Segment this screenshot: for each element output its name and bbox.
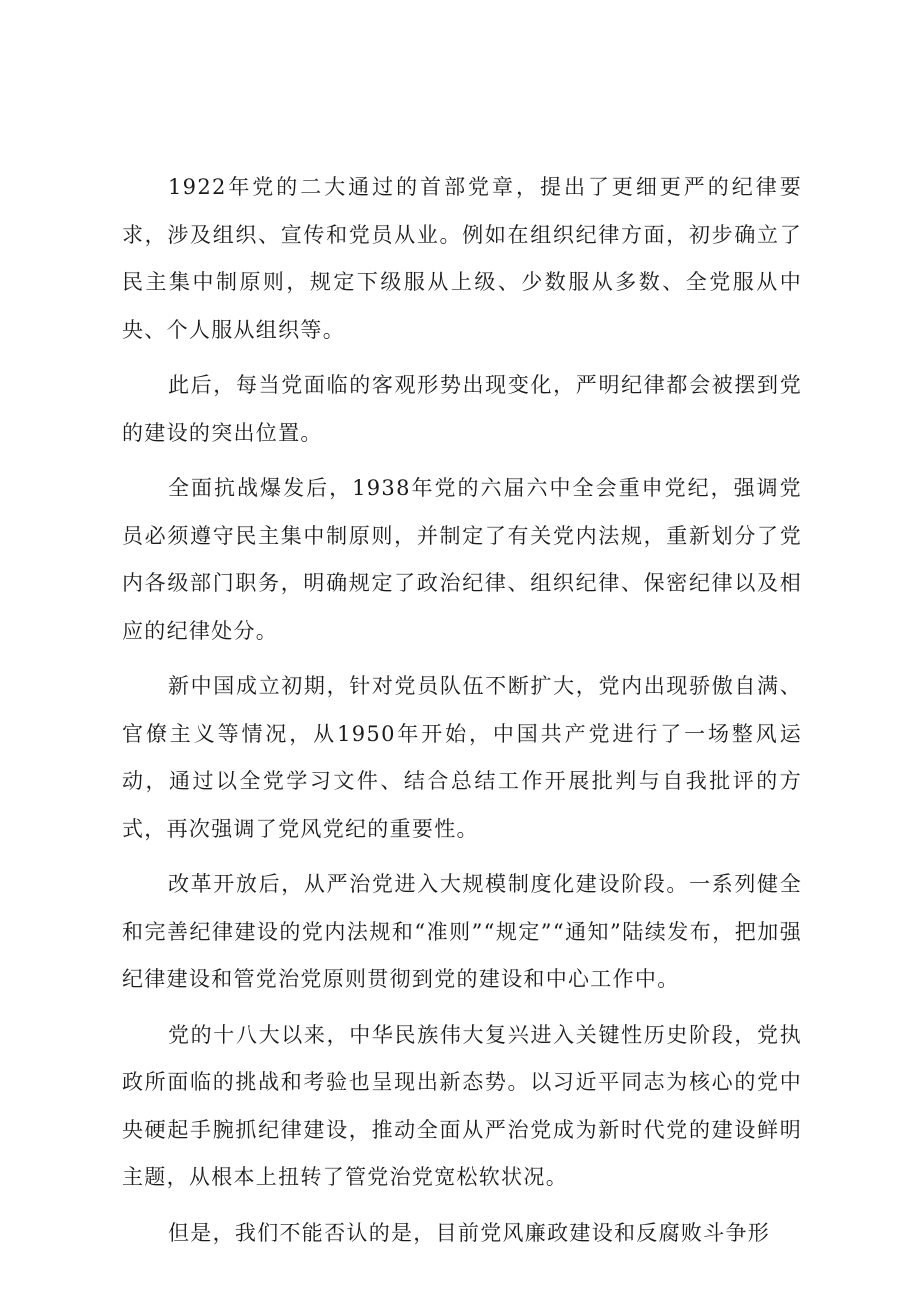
paragraph-discipline-priority: 此后，每当党面临的客观形势出现变化，严明纪律都会被摆到党的建设的突出位置。 (122, 373, 802, 445)
paragraph-current-situation: 但是，我们不能否认的是，目前党风廉政建设和反腐败斗争形 (168, 1220, 771, 1245)
paragraph-1922-party-constitution: 1922年党的二大通过的首部党章，提出了更细更严的纪律要求，涉及组织、宣传和党员从业。例如在组织纪律方面，初步确立了民主集中制原则，规定下级服从上级、少数服从多数、全党服从中央、个人服从组织等。 (122, 175, 802, 342)
paragraph-1938-plenary-session: 全面抗战爆发后，1938年党的六届六中全会重申党纪，强调党员必须遵守民主集中制原则，并制定了有关党内法规，重新划分了党内各级部门职务，明确规定了政治纪律、组织纪律、保密纪律以及相应的纪律处分。 (122, 476, 802, 643)
document-page (122, 164, 802, 1257)
paragraph-1950-rectification: 新中国成立初期，针对党员队伍不断扩大，党内出现骄傲自满、官僚主义等情况，从1950年开始，中国共产党进行了一场整风运动，通过以全党学习文件、结合总结工作开展批判与自我批评的方式，再次强调了党风党纪的重要性。 (122, 674, 802, 841)
paragraph-18th-congress: 党的十八大以来，中华民族伟大复兴进入关键性历史阶段，党执政所面临的挑战和考验也呈现出新态势。以习近平同志为核心的党中央硬起手腕抓纪律建设，推动全面从严治党成为新时代党的建设鲜明主题，从根本上扭转了管党治党宽松软状况。 (122, 1022, 802, 1189)
paragraph-reform-opening: 改革开放后，从严治党进入大规模制度化建设阶段。一系列健全和完善纪律建设的党内法规和“准则”“规定”“通知”陆续发布，把加强纪律建设和管党治党原则贯彻到党的建设和中心工作中。 (122, 872, 802, 991)
